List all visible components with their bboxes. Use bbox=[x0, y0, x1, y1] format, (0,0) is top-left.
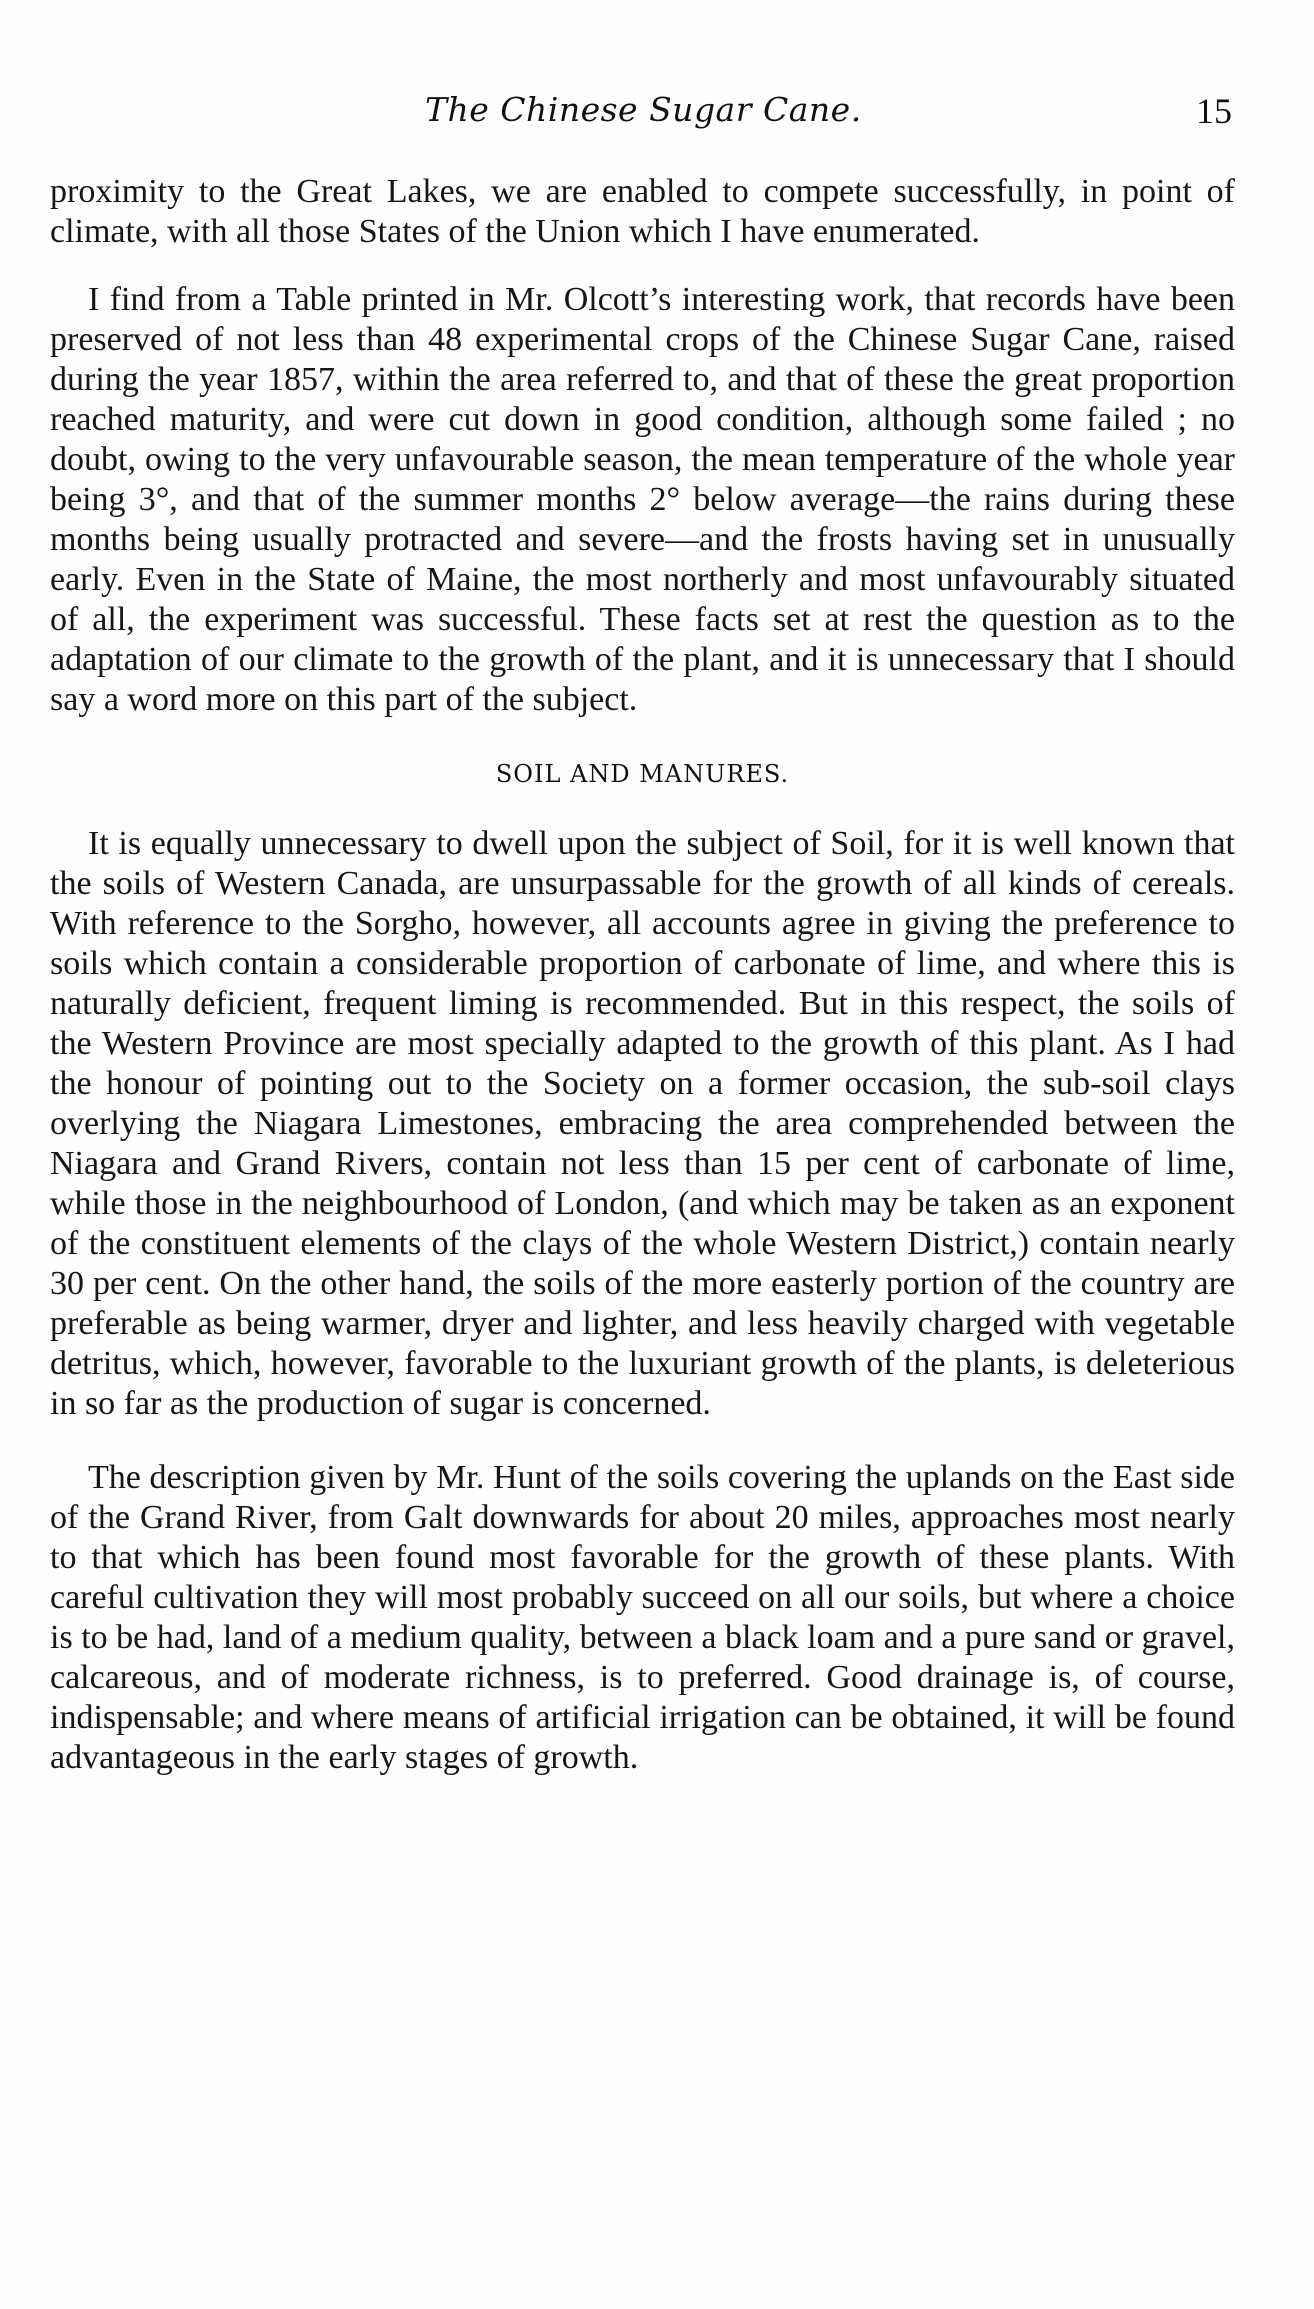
section-heading: SOIL AND MANURES. bbox=[495, 760, 790, 788]
body-text bbox=[50, 172, 1235, 1778]
paragraph-continuation: proximity to the Great Lakes, we are enabled to compete successfully, in point of climate, with all those States of the Union which I have enumerated. bbox=[50, 173, 1235, 250]
paragraph-soil: It is equally unnecessary to dwell upon the subject of Soil, for it is well known that the soils of Western Canada, are unsurpassable for the growth of all kinds of cereals. With reference to the Sorgho, however, all accounts agree in giving the preference to soils which contain a considerable proportion of carbonate of lime, and where this is naturally deficient, frequent liming is recommended. But in this respect, the soils of the Western Province are most specially adapted to the growth of this plant. As I had the honour of pointing out to the Society on a former occasion, the sub-soil clays overlying the Niagara Limestones, embracing the area comprehended between the Niagara and Grand Rivers, contain not less than 15 per cent of carbonate of lime, while those in the neighbourhood of London, (and which may be taken as an exponent of the constituent elements of the clays of the whole Western District,) contain nearly 30 per cent. On the other hand, the soils of the more easterly portion of the country are preferable as being warmer, dryer and lighter, and less heavily charged with vegetable detritus, which, however, favorable to the luxuriant growth of the plants, is deleterious in so far as the production of sugar is concerned. bbox=[50, 825, 1235, 1422]
page-number: 15 bbox=[1196, 91, 1232, 131]
running-title: The Chinese Sugar Cane. bbox=[425, 90, 862, 129]
paragraph-olcott-table: I find from a Table printed in Mr. Olcott’s interesting work, that records have been preserved of not less than 48 experimental crops of the Chinese Sugar Cane, raised during the year 1857, within the area referred to, and that of these the great proportion reached maturity, and were cut down in good condition, although some failed ; no doubt, owing to the very unfavourable season, the mean temperature of the whole year being 3°, and that of the summer months 2° below average—the rains during these months being usually protracted and severe—and the frosts having set in unusually early. Even in the State of Maine, the most northerly and most unfavourably situated of all, the experiment was successful. These facts set at rest the question as to the adaptation of our climate to the growth of the plant, and it is unnecessary that I should say a word more on this part of the subject. bbox=[50, 281, 1235, 718]
paragraph-hunt-description: The description given by Mr. Hunt of the soils covering the uplands on the East side of the Grand River, from Galt downwards for about 20 miles, approaches most nearly to that which has been found most favorable for the growth of these plants. With careful cultivation they will most probably succeed on all our soils, but where a choice is to be had, land of a medium quality, between a black loam and a pure sand or gravel, calcareous, and of moderate richness, is to preferred. Good drainage is, of course, indispensable; and where means of artificial irrigation can be obtained, it will be found advantageous in the early stages of growth. bbox=[50, 1459, 1235, 1776]
running-header bbox=[0, 82, 1314, 142]
